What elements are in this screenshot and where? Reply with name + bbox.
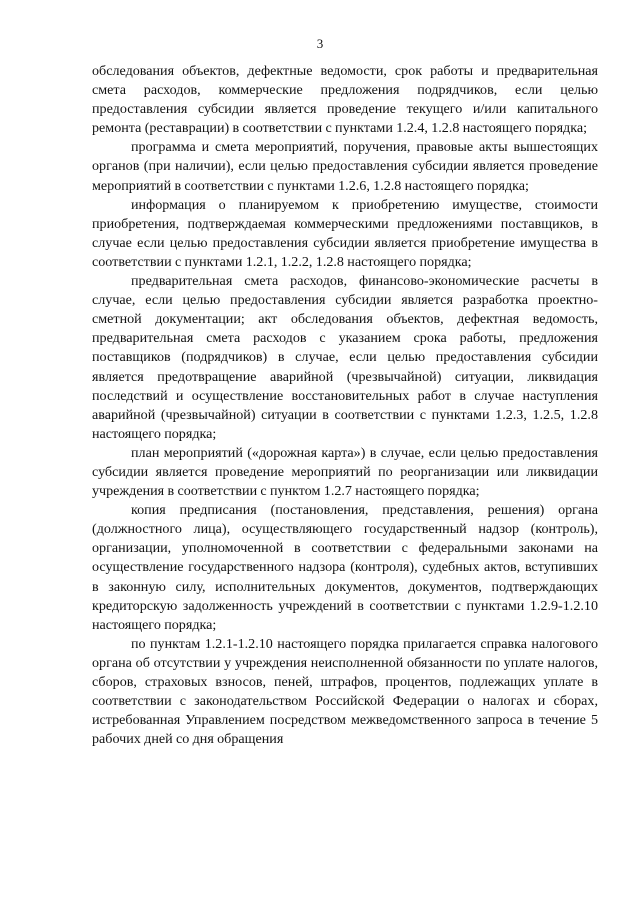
paragraph-roadmap: план мероприятий («дорожная карта») в случае, если целью предоставления субсидии является проведение мероприятий по реорганизации или ликвидации учреждения в соответствии с пунктом 1.2.7 настоящего порядка; — [92, 444, 598, 500]
paragraph-program-and-estimate: программа и смета мероприятий, поручения, правовые акты вышестоящих органов (при наличии), если целью предоставления субсидии является проведение мероприятий в соответствии с пунктами 1.2.6, 1.2.8 настоящего порядка; — [92, 139, 598, 194]
paragraph-prescription-copy: копия предписания (постановления, представления, решения) органа (должностного лица), осуществляющего государственный надзор (контроль), организации, уполномоченной в соответствии с федеральными законами на осуществление государственного надзора (контроля), судебных актов, вступивших в законную силу, исполнительных документов, документов, подтверждающих кредиторскую задолженность учреждений в соответствии с пунктами 1.2.9-1.2.10 настоящего порядка; — [92, 502, 598, 633]
paragraph-design-and-emergency: предварительная смета расходов, финансово-экономические расчеты в случае, если целью предоставления субсидии является разработка проектно-сметной документации; акт обследования объектов, дефектная ведомость, предварительная смета расходов с указанием срока работы, предложения поставщиков (подрядчиков) в случае, если целью предоставления субсидии является предотвращение аварийной (чрезвычайной) ситуации, ликвидация последствий и осуществление восстановительных работ в случае наступления аварийной (чрезвычайной) ситуации в соответствии с пунктами 1.2.3, 1.2.5, 1.2.8 настоящего порядка; — [92, 273, 598, 442]
paragraph-inspection-documents: обследования объектов, дефектные ведомости, срок работы и предварительная смета расходов, коммерческие предложения подрядчиков, если целью предоставления субсидии является проведение текущего и/или капитального ремонта (реставрации) в соответствии с пунктами 1.2.4, 1.2.8 настоящего порядка; — [92, 63, 598, 137]
paragraph-property-acquisition: информация о планируемом к приобретению имуществе, стоимости приобретения, подтверждаемая коммерческими предложениями поставщиков, в случае если целью предоставления субсидии является приобретение имущества в соответствии с пунктами 1.2.1, 1.2.2, 1.2.8 настоящего порядка; — [92, 196, 598, 270]
paragraph-tax-certificate: по пунктам 1.2.1-1.2.10 настоящего порядка прилагается справка налогового органа об отсутствии у учреждения неисполненной обязанности по уплате налогов, сборов, страховых взносов, пеней, штрафов, процентов, подлежащих уплате в соответствии с законодательством Российской Федерации о налогах и сборах, истребованная Управлением посредством межведомственного запроса в течение 5 рабочих дней со дня обращения — [92, 635, 598, 748]
page-number: 3 — [316, 36, 324, 51]
document-body — [92, 62, 598, 749]
